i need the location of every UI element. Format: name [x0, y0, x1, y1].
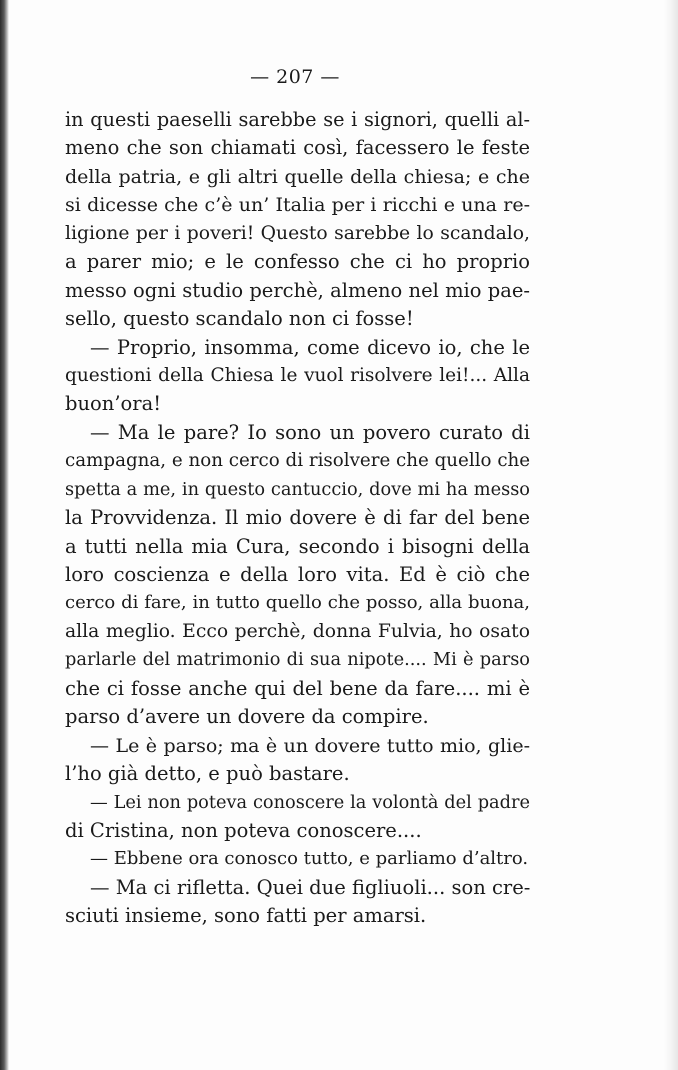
- text-line: — Le è parso; ma è un dovere tutto mio, glie-: [90, 734, 530, 757]
- text-line: a tutti nella mia Cura, secondo i bisogni della: [65, 534, 530, 558]
- text-line: meno che son chiamati così, facessero le feste: [65, 136, 530, 160]
- body-text: [65, 106, 530, 931]
- text-line: messo ogni studio perchè, almeno nel mio pae-: [65, 278, 530, 302]
- text-line: in questi paeselli sarebbe se i signori, quelli al-: [65, 108, 530, 131]
- text-line: campagna, e non cerco di risolvere che quello che: [65, 450, 531, 472]
- text-line: ligione per i poveri! Questo sarebbe lo scandalo,: [65, 222, 530, 244]
- text-line: parso d’avere un dovere da compire.: [65, 705, 429, 729]
- text-line: di Cristina, non poteva conoscere....: [65, 818, 422, 842]
- text-line: a parer mio; e le confesso che ci ho proprio: [65, 250, 530, 274]
- text-line: parlarle del matrimonio di sua nipote.... Mi è parso: [65, 650, 530, 671]
- text-line: — Proprio, insomma, come dicevo io, che le: [90, 335, 530, 359]
- text-line: che ci fosse anche qui del bene da fare.... mi è: [65, 676, 530, 700]
- text-line: sello, questo scandalo non ci fosse!: [65, 307, 414, 331]
- text-line: — Ma le pare? Io sono un povero curato di: [90, 420, 530, 444]
- text-line: — Ebbene ora conosco tutto, e parliamo d’altro.: [90, 848, 529, 870]
- text-line: alla meglio. Ecco perchè, donna Fulvia, ho osato: [65, 620, 530, 642]
- text-line: si dicesse che c’è un’ Italia per i ricchi e una re-: [65, 194, 530, 217]
- text-line: — Lei non poteva conoscere la volontà del padre: [90, 792, 530, 813]
- page-binding-edge: [0, 0, 9, 1070]
- text-line: cerco di fare, in tutto quello che posso, alla buona,: [65, 592, 530, 614]
- text-line: l’ho già detto, e può bastare.: [65, 762, 350, 786]
- text-line: sciuti insieme, sono fatti per amarsi.: [65, 904, 427, 928]
- text-line: — Ma ci rifletta. Quei due figliuoli... son cre-: [90, 875, 531, 899]
- text-line: della patria, e gli altri quelle della chiesa; e che: [65, 165, 530, 188]
- text-line: questioni della Chiesa le vuol risolvere lei!... Alla: [65, 364, 530, 386]
- text-line: la Provvidenza. Il mio dovere è di far del bene: [65, 506, 530, 530]
- page-number: — 207 —: [250, 66, 340, 88]
- text-line: spetta a me, in questo cantuccio, dove mi ha messo: [65, 479, 530, 500]
- text-line: buon’ora!: [65, 392, 162, 416]
- page-right-edge-shadow: [664, 0, 678, 1070]
- text-line: loro coscienza e della loro vita. Ed è ciò che: [65, 563, 530, 586]
